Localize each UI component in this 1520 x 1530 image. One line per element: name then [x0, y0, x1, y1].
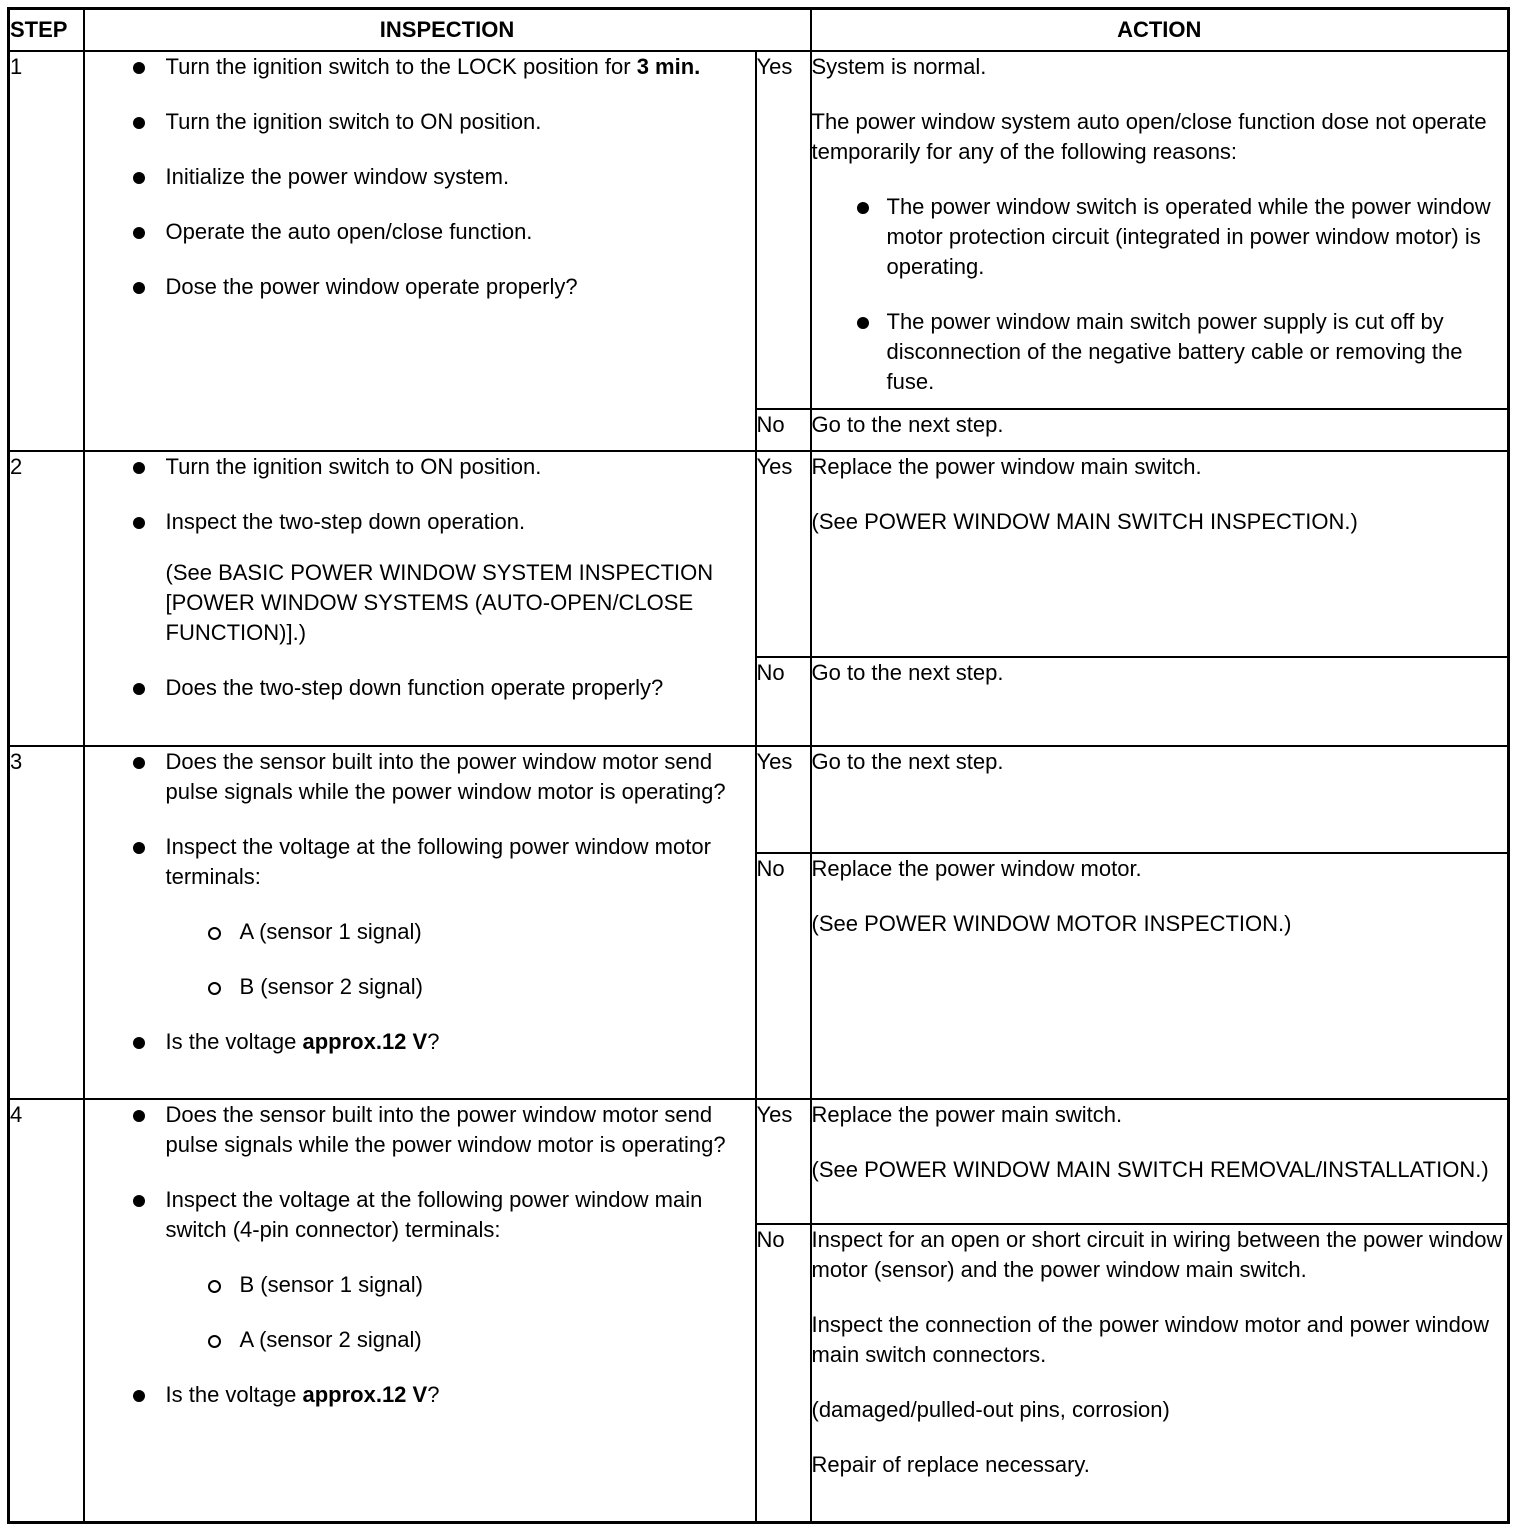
inspection-item: Turn the ignition switch to the LOCK position for 3 min. [85, 52, 755, 82]
inspection-cell [84, 451, 756, 746]
inspection-subitem: A (sensor 2 signal) [85, 1325, 755, 1355]
inspection-item: Is the voltage approx.12 V? [85, 1380, 755, 1410]
table-header-row [9, 9, 1509, 52]
action-item: The power window main switch power supply is cut off by disconnection of the negative battery cable or removing the fuse. [812, 307, 1508, 397]
inspection-item: Does the sensor built into the power window motor send pulse signals while the power window motor is operating? [85, 747, 755, 807]
action-text: System is normal. [811, 54, 987, 79]
action-no [811, 1224, 1509, 1522]
step-number: 3 [9, 746, 84, 1099]
step-number: 1 [9, 51, 84, 451]
action-item: The power window switch is operated while the power window motor protection circuit (integrated in power window motor) is operating. [812, 192, 1508, 282]
header-inspection: INSPECTION [84, 9, 811, 52]
step-number: 2 [9, 451, 84, 746]
inspection-item: Turn the ignition switch to ON position. [85, 107, 755, 137]
action-yes [811, 746, 1509, 853]
inspection-item: Turn the ignition switch to ON position. [85, 452, 755, 482]
inspection-note: (See BASIC POWER WINDOW SYSTEM INSPECTION [POWER WINDOW SYSTEMS (AUTO-OPEN/CLOSE FUNCTION)].) [165, 560, 714, 645]
table-row [9, 746, 1509, 853]
inspection-subitem: A (sensor 1 signal) [85, 917, 755, 947]
troubleshooting-table [7, 7, 1510, 1524]
inspection-item: Does the sensor built into the power window motor send pulse signals while the power window motor is operating? [85, 1100, 755, 1160]
action-no [811, 853, 1509, 1099]
no-label: No [756, 657, 811, 746]
no-label: No [756, 409, 811, 451]
no-label: No [756, 1224, 811, 1522]
action-yes [811, 451, 1509, 657]
header-step: STEP [9, 9, 84, 52]
action-text: Inspect for an open or short circuit in wiring between the power window motor (sensor) and the power window main switch. [811, 1227, 1503, 1282]
inspection-item: Dose the power window operate properly? [85, 272, 755, 302]
inspection-item: Initialize the power window system. [85, 162, 755, 192]
action-text: Replace the power window main switch. [811, 454, 1202, 479]
yes-label: Yes [756, 51, 811, 409]
inspection-cell [84, 746, 756, 1099]
inspection-item: Operate the auto open/close function. [85, 217, 755, 247]
no-label: No [756, 853, 811, 1099]
inspection-item: Inspect the two-step down operation. [85, 507, 755, 537]
inspection-item: Does the two-step down function operate properly? [85, 673, 755, 703]
yes-label: Yes [756, 1099, 811, 1224]
action-no [811, 657, 1509, 746]
action-text: Inspect the connection of the power window motor and power window main switch connectors. [811, 1312, 1489, 1367]
step-number: 4 [9, 1099, 84, 1522]
action-text: (See POWER WINDOW MAIN SWITCH INSPECTION.) [811, 509, 1358, 534]
inspection-cell [84, 1099, 756, 1522]
action-text: Go to the next step. [811, 749, 1004, 774]
inspection-subitem: B (sensor 1 signal) [85, 1270, 755, 1300]
inspection-subitem: B (sensor 2 signal) [85, 972, 755, 1002]
yes-label: Yes [756, 746, 811, 853]
action-text: Repair of replace necessary. [811, 1452, 1090, 1477]
action-text: (See POWER WINDOW MAIN SWITCH REMOVAL/INSTALLATION.) [811, 1157, 1489, 1182]
action-yes [811, 51, 1509, 409]
inspection-item: Is the voltage approx.12 V? [85, 1027, 755, 1057]
yes-label: Yes [756, 451, 811, 657]
action-text: Go to the next step. [811, 412, 1004, 437]
action-text: (damaged/pulled-out pins, corrosion) [811, 1397, 1170, 1422]
table-row [9, 1099, 1509, 1224]
inspection-item: Inspect the voltage at the following power window motor terminals: A (sensor 1 signal) B (sensor 2 signal) [85, 832, 755, 1002]
table-row [9, 51, 1509, 409]
action-text: Replace the power window motor. [811, 856, 1142, 881]
action-text: Replace the power main switch. [811, 1102, 1123, 1127]
action-text: Go to the next step. [811, 660, 1004, 685]
table-row [9, 451, 1509, 657]
action-text: The power window system auto open/close function dose not operate temporarily for any of the following reasons: [811, 109, 1487, 164]
inspection-item: Inspect the voltage at the following power window main switch (4-pin connector) terminals: B (sensor 1 signal) A (sensor 2 signal) [85, 1185, 755, 1355]
action-text: (See POWER WINDOW MOTOR INSPECTION.) [811, 911, 1292, 936]
header-action: ACTION [811, 9, 1509, 52]
action-yes [811, 1099, 1509, 1224]
inspection-cell [84, 51, 756, 451]
action-no [811, 409, 1509, 451]
